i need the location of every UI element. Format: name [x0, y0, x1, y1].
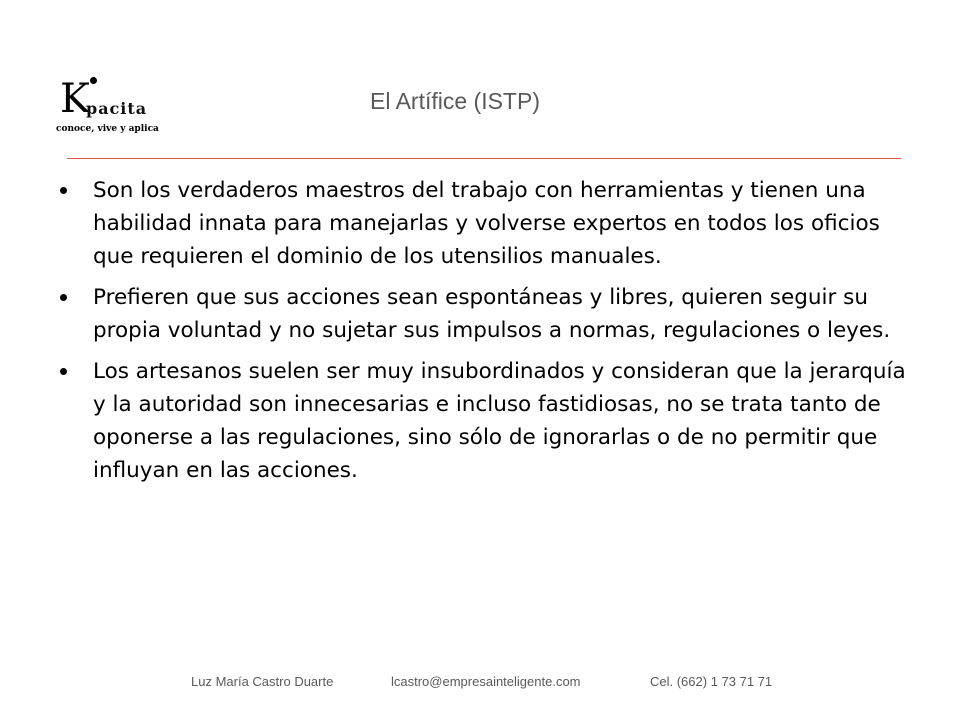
bullet-icon — [60, 294, 67, 301]
footer-name: Luz María Castro Duarte — [191, 674, 334, 689]
bullet-icon — [60, 187, 67, 194]
bullet-text: Los artesanos suelen ser muy insubordinados y consideran que la jerarquía y la autoridad son innecesarias e incluso fastidiosas, no se trata tanto de oponerse a las regulaciones, sino sólo de ignorarlas o de no permitir que influyan en las acciones. — [93, 359, 906, 483]
title-divider — [67, 158, 901, 159]
footer-phone: Cel. (662) 1 73 71 71 — [650, 674, 773, 689]
bullet-item — [60, 174, 910, 273]
bullet-text: Son los verdaderos maestros del trabajo con herramientas y tienen una habilidad innata para manejarlas y volverse expertos en todos los oficios que requieren el dominio de los utensilios manuales. — [93, 178, 880, 269]
logo-tagline: conoce, vive y aplica — [56, 124, 159, 134]
logo-word: pacita — [86, 99, 148, 118]
logo-letter: K — [60, 76, 90, 122]
bullet-text: Prefieren que sus acciones sean espontáneas y libres, quieren seguir su propia voluntad y no sujetar sus impulsos a normas, regulaciones o leyes. — [93, 285, 891, 343]
kpacita-logo — [52, 67, 194, 139]
bullet-item — [60, 355, 910, 487]
bullet-item — [60, 281, 910, 347]
logo-dot — [90, 77, 97, 84]
slide-title: El Artífice (ISTP) — [370, 88, 540, 114]
bullet-list — [60, 174, 910, 495]
footer-email: lcastro@empresainteligente.com — [391, 674, 581, 689]
bullet-icon — [60, 368, 67, 375]
